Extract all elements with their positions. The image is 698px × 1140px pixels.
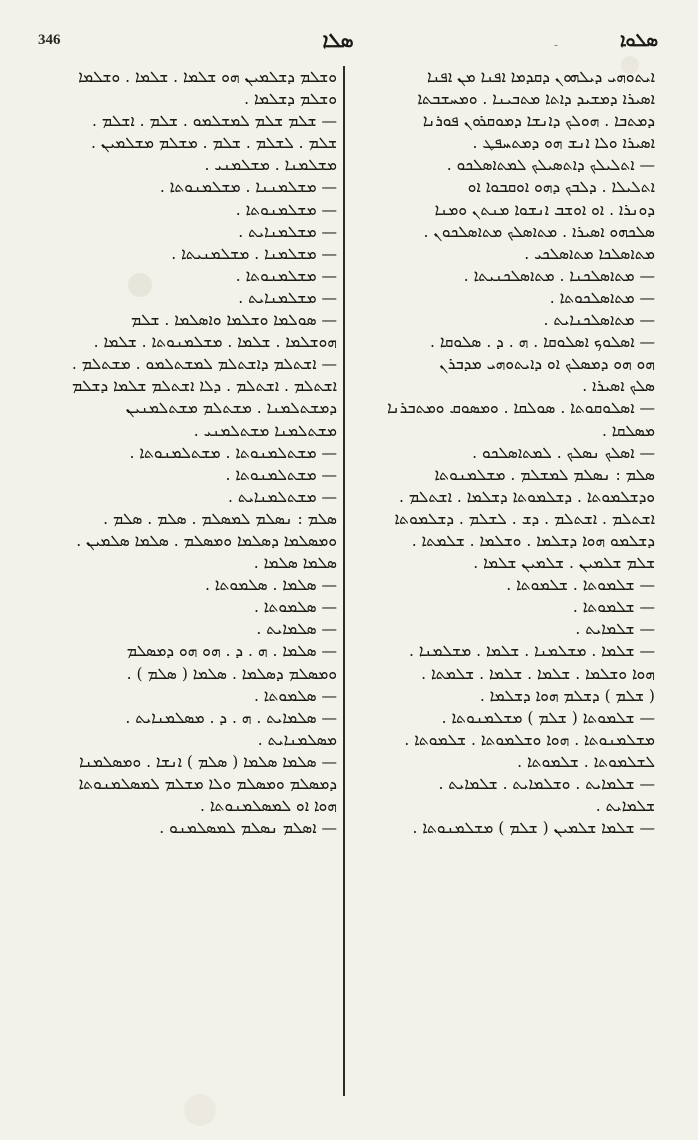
left-column-line: — ܫܠܡ ܫܠܡ ܠܡܫܠܡܘ . ܫܠܡ . ܐܫܠܡ . — [92, 112, 337, 131]
right-column-line: ܐܫܬܠܡ . ܐܫܬܠܡ . ܕܫ . ܠܫܠܡ . ܕܫܠܡܘܬܐ — [394, 509, 655, 528]
left-column-line: — ܡܫܬܠܡܢܘܬܐ . — [225, 465, 337, 484]
right-column-line: ܣܠܟ ܐܣܝܪܐ . — [582, 377, 655, 396]
page-number: 346 — [38, 32, 61, 48]
left-column-line: — ܡܫܠܡܢܘܬܐ . — [235, 200, 337, 219]
right-column-line: ܗܘ ܗܘ ܕܡܣܠܟ ܐܘ ܕܐܝܬܘܗܝ ܡܕܒܪܢ — [439, 355, 655, 374]
right-column-line: ܠܫܠܡܘܬܐ . ܫܠܡܘܬܐ . — [517, 752, 655, 771]
right-column-line: — ܡܬܐܣܠܟܢܐ . ܡܬܐܣܠܟܢܝܬܐ . — [463, 266, 655, 285]
left-column-line: ܘܡܣܠܡܐ ܕܣܠܡܐ ܘܡܣܠܡ . ܣܠܡܐ ܣܠܡܝܢ . — [76, 531, 337, 550]
left-column-line: ܐܫܬܠܡ . ܐܫܬܠܡ . ܕܠܐ ܐܫܬܠܡ ܫܠܡܐ ܕܫܠܡ — [72, 377, 337, 396]
right-column — [355, 66, 655, 839]
left-column-line: ܕܡܫܬܠܡܢܐ . ܡܫܬܠܡ ܡܫܬܠܡܢܝܢ — [125, 399, 337, 418]
right-column-line: ܣܠܟܗܘ ܐܣܝܪܐ . ܡܬܐܣܠܟ ܡܬܐܣܠܟܘܢ . — [423, 222, 655, 241]
header-dash: - — [553, 38, 558, 52]
left-column-line: — ܡܫܬܠܡܢܐܝܬ . — [227, 487, 337, 506]
left-column-line: — ܣܠܡܘܬܐ . — [253, 598, 337, 617]
right-column-line: ܕܘܢܪܐ . ܐܘ ܐܘܫܒ ܐܢܫܘܐ ܡܢܬܢ ܘܡܢܐ — [434, 200, 655, 219]
right-column-line: — ܐܣܠܘܩܘܬܐ . ܣܘܠܩܐ . ܘܡܣܘܩ ܘܡܬܒܪܢܐ — [387, 399, 655, 418]
right-column-line: ܫܠܡܐܝܬ . — [595, 797, 655, 816]
right-column-line: ܐܣܝܪܐ ܕܡܫܝܕ ܕܐܬܐ ܡܬܒܝܢܐ . ܘܡܚܫܒܬܐ — [417, 90, 655, 109]
left-column-line: — ܣܠܡܐ ܣܠܡܐ ( ܣܠܡ ) ܐܢܫܐ . ܘܡܣܠܡܢܐ — [79, 752, 337, 771]
left-column-line: — ܡܫܠܡܢܘܬܐ . — [235, 266, 337, 285]
right-column-line: — ܫܠܡܘܬܐ . ܫܠܡܘܬܐ . — [506, 576, 655, 595]
right-column-line: ܐܝܬܘܗܝ ܕܝܠܗܘܢ ܕܩܕܡܐ ܐܦܢܐ ܡܢ ܐܦܢܐ — [426, 68, 655, 86]
right-column-line: — ܡܬܐܣܠܟܢܐܝܬ . — [543, 311, 655, 330]
left-column-line: ܕܡܣܠܡ ܘܡܣܠܡ ܘܠܐ ܡܫܠܡ ܠܡܣܠܡܢܘܬܐ — [78, 775, 337, 793]
left-column-line: — ܡܫܠܡܢܢܐ . ܡܫܠܡܢܘܬܐ . — [159, 178, 337, 197]
left-column-line: ܘܡܣܠܡ ܕܣܠܡܐ . ܣܠܡܐ ( ܣܠܡ ) . — [126, 664, 337, 683]
right-column-line: — ܡܬܐܣܠܟܘܬܐ . — [549, 288, 655, 307]
page-header — [38, 28, 658, 54]
right-column-line: ܣܠܡ : ܢܣܠܡ ܠܡܫܠܡ . ܡܫܠܡܢܘܬܐ — [434, 465, 655, 484]
left-column-line: — ܐܣܠܡ ܢܣܠܡ ܠܡܣܠܡܢܘ . — [159, 819, 337, 838]
right-column-line: — ܐܬܠܝܠܟ ܕܐܬܣܝܠܟ ܠܡܬܐܣܠܟܘ . — [446, 156, 655, 175]
left-column-line: — ܣܠܡܐ . ܗ . ܕ . ܗܘ ܗܘ ܕܡܣܠܡ — [126, 642, 337, 661]
right-column-line: — ܫܠܡܐ ܫܠܡܝܢ ( ܫܠܡ ) ܡܫܠܡܢܘܬܐ . — [412, 819, 655, 838]
right-column-line: — ܫܠܡܘܬܐ ( ܫܠܡ ) ܡܫܠܡܢܘܬܐ . — [441, 708, 655, 727]
right-column-line: ( ܫܠܡ ) ܕܫܠܡ ܗܘܐ ܕܫܠܡܐ . — [479, 686, 655, 705]
left-column-line: ܗܘܐ ܐܘ ܠܡܣܠܡܢܘܬܐ . — [200, 797, 337, 816]
running-title: ܣܠܐ — [322, 28, 354, 52]
right-column-line: ܫܠܡ ܫܠܡܝܢ . ܫܠܡܝܢ ܫܠܡܐ . — [473, 554, 655, 573]
column-divider — [343, 66, 345, 1096]
right-column-line: ܐܣܝܪܐ ܘܠܐ ܐܢܫ ܗܘ ܕܡܬܚܦܛ . — [472, 134, 655, 153]
left-column-line: ܡܫܠܡܢܐ . ܡܫܠܡܢܝ . — [204, 156, 337, 175]
left-column-line: — ܣܠܡܐܝܬ . ܗ . ܕ . ܡܣܠܡܢܐܝܬ . — [125, 708, 337, 727]
left-column — [37, 66, 337, 839]
left-column-line: — ܐܫܬܠܡ ܕܐܫܬܠܡ ܠܡܫܬܠܡܘ . ܡܫܬܠܡ . — [71, 355, 337, 374]
left-column-line: — ܡܫܠܡܢܐܝܬ . — [238, 288, 337, 307]
right-column-line: — ܫܠܡܐܝܬ . ܘܫܠܡܐܝܬ . ܫܠܡܐܝܬ . — [438, 775, 655, 793]
left-column-line: ܗܘܫܠܡܐ . ܫܠܡܐ . ܡܫܠܡܢܘܬܐ . ܫܠܡܐ . — [93, 333, 337, 352]
left-column-line: ܡܫܬܠܡܢܐ ܡܫܬܠܡܢܝ . — [193, 421, 337, 440]
right-column-line: ܗܘܐ ܘܫܠܡܐ . ܫܠܡܐ . ܫܠܡܐ . ܫܠܡܬܐ . — [421, 664, 655, 683]
left-column-line: ܘܫܠܡ ܕܫܠܡܐ . — [244, 90, 337, 109]
right-column-line: — ܐܣܠܘܟ ܐܣܠܘܩܐ . ܗ . ܕ . ܣܠܘܩܐ . — [430, 333, 655, 352]
left-column-line: — ܣܘܠܡܐ ܘܫܠܡܐ ܘܐܣܠܡܐ . ܫܠܡ — [131, 311, 337, 330]
right-column-line: — ܫܠܡܘܬܐ . — [572, 598, 655, 617]
right-column-line: ܕܡܬܒܐ . ܗܘܠܟ ܕܐܢܫܐ ܕܡܘܩܪܘܢ ܦܘܪܢܐ — [422, 112, 655, 131]
left-column-line: ܣܠܡܐ ܣܠܡܐ . — [253, 554, 337, 573]
right-column-line: ܡܣܠܩܐ . — [601, 421, 655, 440]
left-column-line: — ܣܠܡܘܬܐ . — [253, 686, 337, 705]
left-column-line: ܣܠܡ : ܢܣܠܡ ܠܡܣܠܡ . ܣܠܡ . ܣܠܡ . — [103, 509, 337, 528]
left-column-line: — ܣܠܡܐܝܬ . — [256, 620, 337, 639]
right-column-line: ܡܫܠܡܢܘܬܐ . ܗܘܐ ܘܫܠܡܘܬܐ . ܫܠܡܘܬܐ . — [404, 730, 655, 749]
left-column-line: ܘܫܠܡ ܕܫܠܡܝܢ ܗܘ ܫܠܡܐ . ܫܠܡܐ . ܘܫܠܡܐ — [78, 68, 337, 86]
right-column-line: — ܫܠܡܐܝܬ . — [575, 620, 655, 639]
left-column-line: — ܡܫܬܠܡܢܘܬܐ . ܡܫܬܠܡܢܘܬܐ . — [129, 443, 337, 462]
right-column-line: — ܐܣܠܟ ܢܣܠܟ . ܠܡܬܐܣܠܟܘ . — [472, 443, 655, 462]
left-column-line: — ܣܠܡܐ . ܣܠܡܘܬܐ . — [204, 576, 337, 595]
right-column-line: ܡܬܐܣܠܟܐ ܡܬܐܣܠܟܝ . — [524, 244, 655, 263]
right-column-line: ܘܕܫܠܡܘܬܐ . ܕܫܠܡܘܬܐ ܕܫܠܡܐ . ܐܫܬܠܡ . — [398, 487, 655, 506]
right-column-line: ܐܬܠܝܠܐ . ܕܠܒܟ ܕܗܘ ܐܘܩܒܘܐ ܐܘ — [467, 178, 655, 197]
left-column-line: ܫܠܡ . ܠܫܠܡ . ܫܠܡ . ܡܫܠܡ ܡܫܠܡܝܢ . — [90, 134, 337, 153]
left-column-line: ܡܣܠܡܢܐܝܬ . — [257, 730, 337, 749]
right-column-line: — ܫܠܡܐ . ܡܫܠܡܢܐ . ܫܠܡܐ . ܡܫܠܡܢܐ . — [408, 642, 655, 661]
left-column-line: — ܡܫܠܡܢܐ . ܡܫܠܡܢܝܬܐ . — [171, 244, 337, 263]
running-head-right: ܣܠܘܐ — [620, 30, 658, 51]
left-column-line: — ܡܫܠܡܢܐܝܬ . — [238, 222, 337, 241]
right-column-line: ܕܫܠܡܘ ܗܘܐ ܕܫܠܡܐ . ܘܫܠܡܐ . ܫܠܡܬܐ . — [411, 531, 655, 550]
